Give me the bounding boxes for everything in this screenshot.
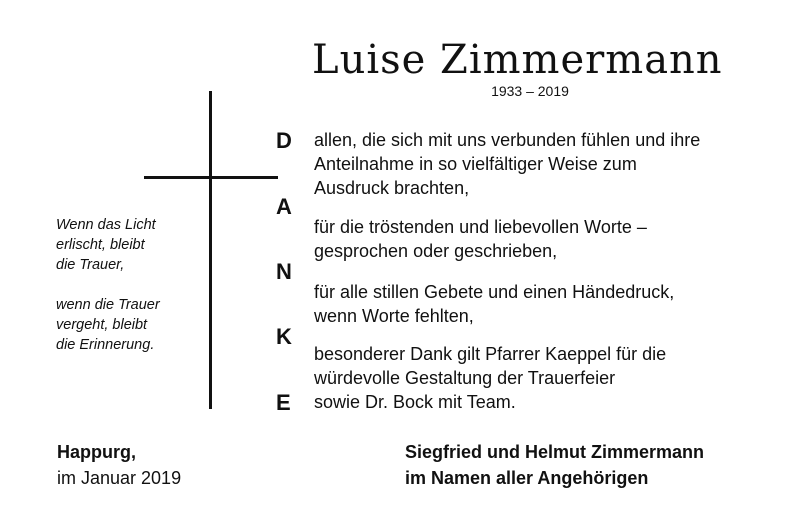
quote-stanza-1: Wenn das Licht erlischt, bleibt die Trauer, bbox=[56, 217, 156, 273]
danke-letter-k: K bbox=[276, 324, 292, 349]
quote-stanza-2: wenn die Trauer vergeht, bleibt die Erinnerung. bbox=[56, 297, 160, 353]
danke-letter-e: E bbox=[276, 390, 291, 415]
danke-letter-d: D bbox=[276, 128, 292, 153]
deceased-name: Luise Zimmermann bbox=[312, 37, 723, 83]
thanks-paragraph-3: für alle stillen Gebete und einen Händedruck, wenn Worte fehlten, bbox=[314, 282, 675, 326]
footer-place: Happurg, bbox=[57, 442, 136, 462]
thanks-paragraph-1: allen, die sich mit uns verbunden fühlen und ihre Anteilnahme in so vielfältiger Weise zum Ausdruck brachten, bbox=[314, 130, 701, 198]
footer-signature bbox=[405, 439, 704, 491]
footer-date: im Januar 2019 bbox=[57, 468, 182, 488]
footer-signers-note: im Namen aller Angehörigen bbox=[405, 468, 649, 488]
cross-vertical-beam bbox=[209, 91, 212, 409]
cross-horizontal-beam bbox=[144, 176, 278, 179]
thanks-paragraph-2: für die tröstenden und liebevollen Worte – gesprochen oder geschrieben, bbox=[314, 217, 647, 261]
life-years: 1933 – 2019 bbox=[491, 83, 569, 99]
danke-letter-a: A bbox=[276, 194, 292, 219]
danke-letter-n: N bbox=[276, 259, 292, 284]
thanks-paragraph-4: besonderer Dank gilt Pfarrer Kaeppel für die würdevolle Gestaltung der Trauerfeier sowie Dr. Bock mit Team. bbox=[314, 344, 667, 412]
memorial-quote bbox=[56, 215, 206, 355]
footer-signers: Siegfried und Helmut Zimmermann bbox=[405, 442, 705, 462]
footer-place-date bbox=[57, 439, 181, 491]
